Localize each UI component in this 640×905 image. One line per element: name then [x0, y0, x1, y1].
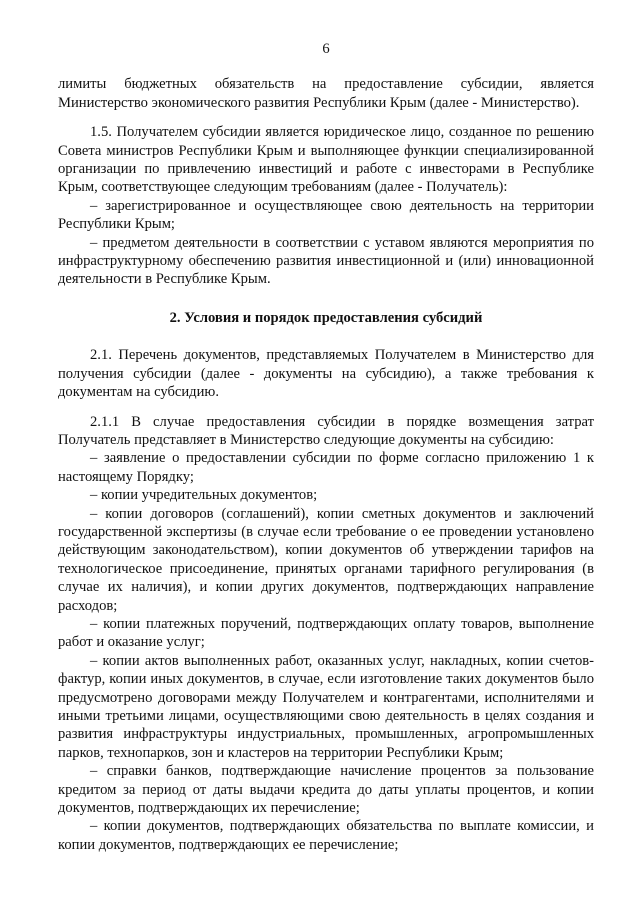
- document-list-item: – копии договоров (соглашений), копии сметных документов и заключений государственной экспертизы (в случае если требование о ее проведении установлено действующим законодательством), копии документов об утверждении тарифов на технологическое присоединение, принятых органами тарифного регулирования (в случае их наличия), и копии других документов, подтверждающих направление расходов;: [58, 505, 594, 614]
- clause-2-1: 2.1. Перечень документов, представляемых Получателем в Министерство для получения субсидии (далее - документы на субсидию), а также требования к документам на субсидию.: [58, 347, 594, 401]
- document-list-item: – справки банков, подтверждающие начисление процентов за пользование кредитом за период от даты выдачи кредита до даты уплаты процентов, и копии документов, подтверждающих их перечисление;: [58, 763, 594, 817]
- document-list-item: – копии актов выполненных работ, оказанных услуг, накладных, копии счетов-фактур, копии иных документов, в случае, если изготовление таких документов было предусмотрено договорами между Получателем и контрагентами, исполнителями и иными третьими лицами, осуществляющими свою деятельность в целях создания и развития инфраструктуры индустриальных, промышленных, агропромышленных парков, технопарков, зон и кластеров на территории Республики Крым;: [58, 652, 594, 761]
- paragraph-limits: лимиты бюджетных обязательств на предоставление субсидии, является Министерство экономического развития Республики Крым (далее - Министерство).: [58, 76, 594, 111]
- document-list-item: – заявление о предоставлении субсидии по форме согласно приложению 1 к настоящему Порядку;: [58, 450, 594, 485]
- requirement-item: – зарегистрированное и осуществляющее свою деятельность на территории Республики Крым;: [58, 197, 594, 233]
- clause-2-1-1: 2.1.1 В случае предоставления субсидии в порядке возмещения затрат Получатель представляет в Министерство следующие документы на субсидию:: [58, 413, 594, 448]
- document-list-item: – копии документов, подтверждающих обязательства по выплате комиссии, и копии документов, подтверждающих ее перечисление;: [58, 818, 594, 853]
- page-number: 6: [322, 41, 330, 57]
- document-page: [58, 30, 594, 854]
- document-list-item: – копии платежных поручений, подтверждающих оплату товаров, выполнение работ и оказание услуг;: [58, 615, 594, 651]
- requirement-item: – предметом деятельности в соответствии с уставом являются мероприятия по инфраструктурному обеспечению развития инвестиционной и (или) инновационной деятельности в Республике Крым.: [58, 234, 594, 288]
- section-heading: 2. Условия и порядок предоставления субсидий: [169, 309, 483, 326]
- document-list-item: – копии учредительных документов;: [90, 487, 318, 504]
- paragraph-1-5: 1.5. Получателем субсидии является юридическое лицо, созданное по решению Совета министров Республики Крым и выполняющее функции специализированной организации по привлечению инвестиций и работе с инвесторами в Республике Крым, соответствующее следующим требованиям (далее - Получатель):: [58, 124, 594, 196]
